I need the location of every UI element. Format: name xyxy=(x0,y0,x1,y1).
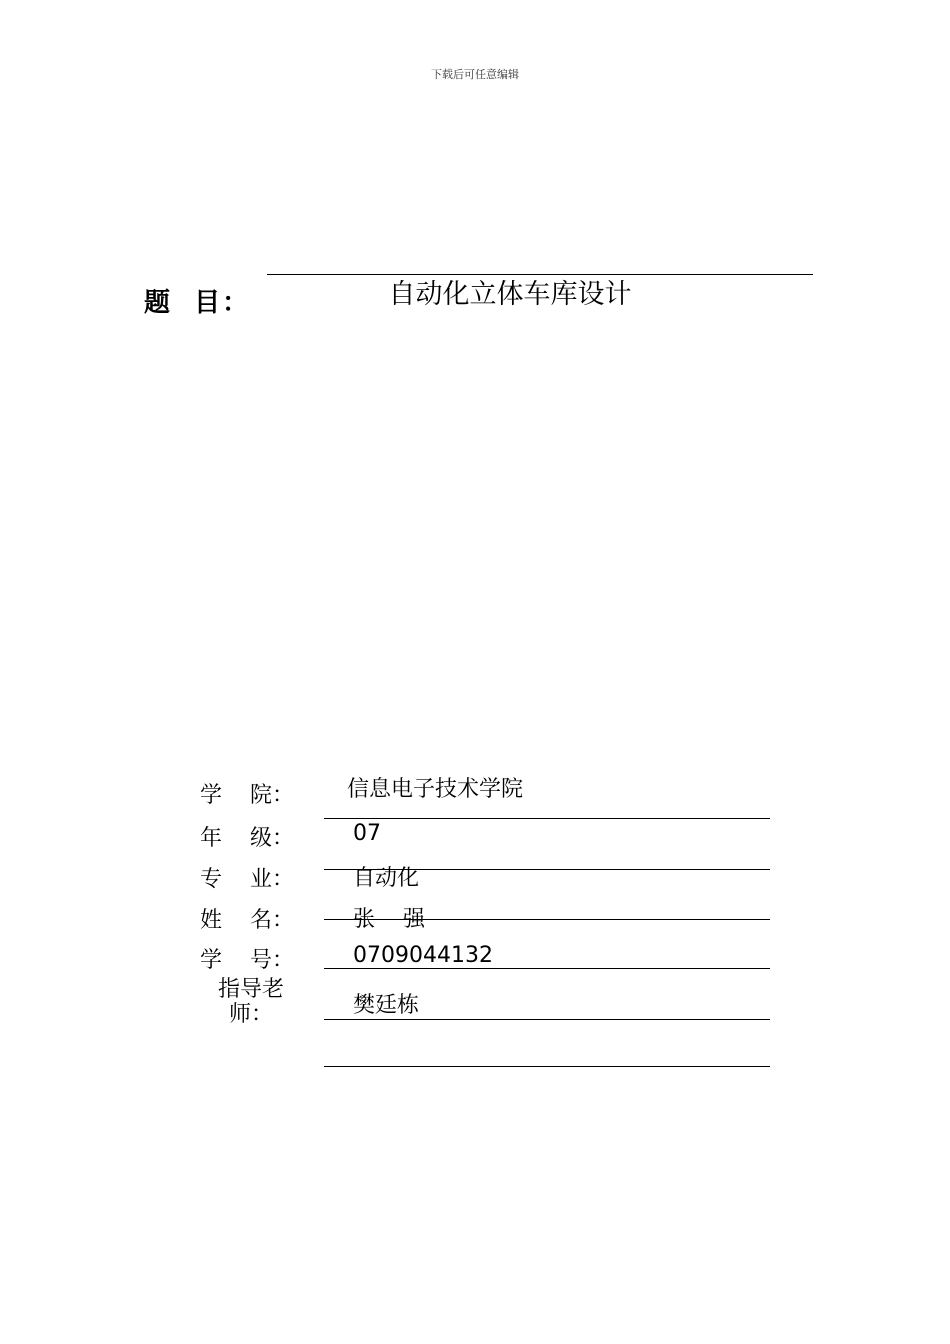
title-value: 自动化立体车库设计 xyxy=(388,279,632,310)
name-value: 张 强 xyxy=(353,907,425,932)
college-label: 学 院： xyxy=(200,783,294,808)
advisor-value: 樊廷栋 xyxy=(353,993,420,1018)
college-underline xyxy=(324,818,770,819)
major-value: 自动化 xyxy=(353,866,420,891)
header-note: 下载后可任意编辑 xyxy=(431,68,519,81)
grade-value: 07 xyxy=(353,821,381,846)
advisor-underline xyxy=(324,1066,770,1067)
advisor-label: 指导老师： xyxy=(217,977,284,1027)
name-underline xyxy=(324,968,770,969)
name-label: 姓 名： xyxy=(200,908,294,933)
title-label: 题 目： xyxy=(144,288,251,318)
student-id-value: 0709044132 xyxy=(353,943,493,968)
student-id-underline xyxy=(324,1019,770,1020)
major-label: 专 业： xyxy=(200,867,294,892)
grade-label: 年 级： xyxy=(200,826,294,851)
college-value: 信息电子技术学院 xyxy=(347,777,524,802)
student-id-label: 学 号： xyxy=(200,948,294,973)
